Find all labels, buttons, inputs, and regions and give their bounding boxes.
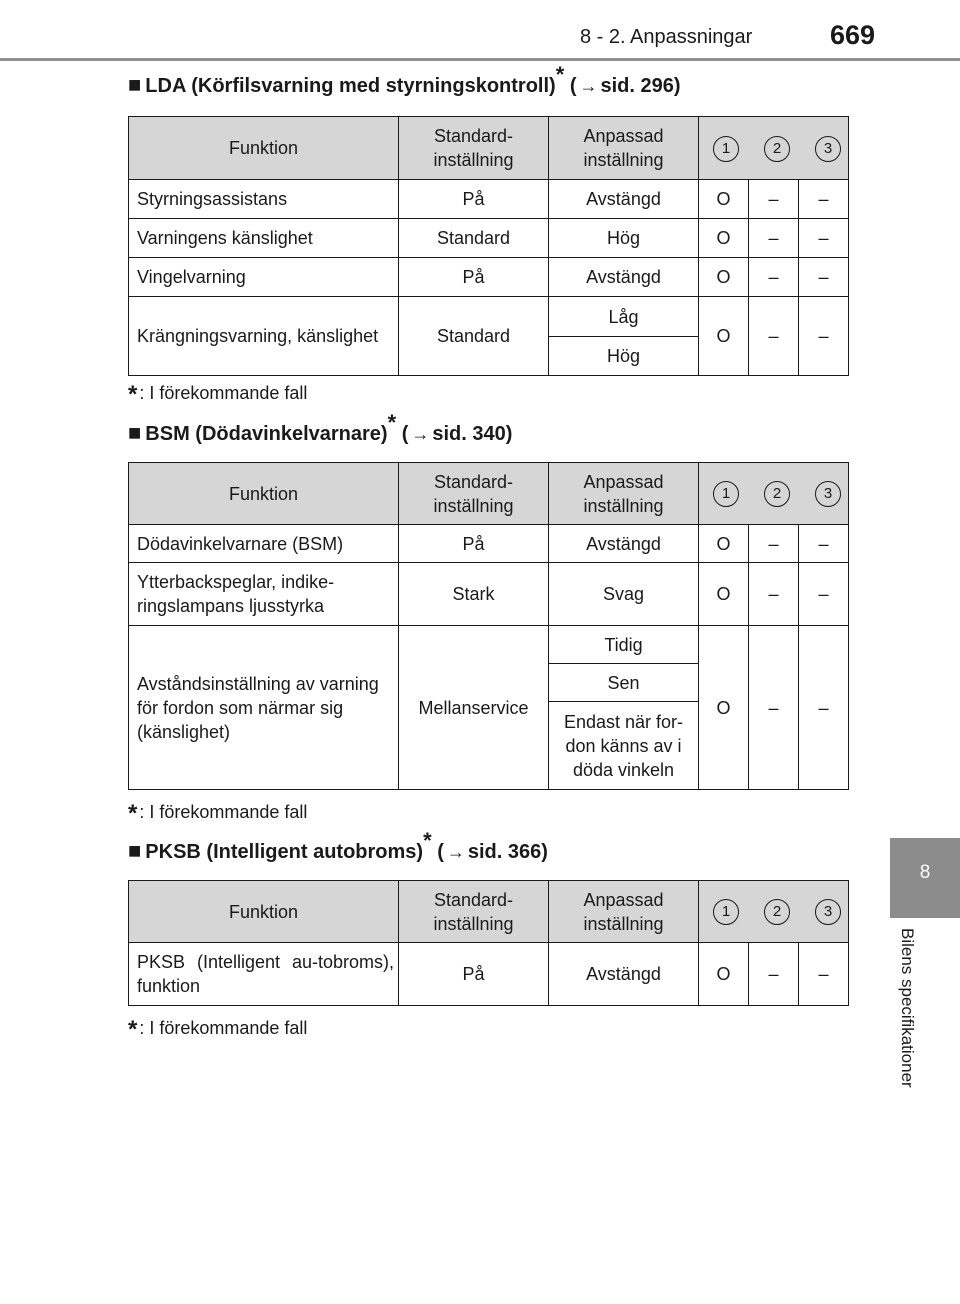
cell-c3: – — [799, 943, 849, 1006]
cell-custom: Svag — [549, 563, 699, 626]
cell-c1: O — [699, 258, 749, 297]
cell-custom-option: Sen — [549, 664, 699, 702]
cell-custom-option: Hög — [549, 337, 699, 376]
cell-default: Standard — [399, 219, 549, 258]
table-row — [129, 525, 849, 563]
cell-custom: Avstängd — [549, 525, 699, 563]
cell-default: Standard — [399, 297, 549, 376]
table-header-row — [129, 463, 849, 525]
footnote: * : I förekommande fall — [128, 800, 308, 827]
arrow-right-icon: → — [411, 424, 430, 444]
column-header-numbers — [699, 463, 849, 525]
footnote: * : I förekommande fall — [128, 1016, 308, 1043]
circled-number-icon: 2 — [764, 481, 790, 507]
cell-c1: O — [699, 525, 749, 563]
column-header: Anpassad inställning — [549, 463, 699, 525]
cell-c3: – — [799, 219, 849, 258]
circled-number-icon: 1 — [713, 136, 739, 162]
column-header: Funktion — [129, 117, 399, 180]
cell-c2: – — [749, 563, 799, 626]
cell-c1: O — [699, 563, 749, 626]
circled-number-icon: 3 — [815, 899, 841, 925]
heading-text: BSM (Dödavinkelvarnare) — [145, 423, 388, 445]
cell-c2: – — [749, 180, 799, 219]
cell-function: Avståndsinställning av varning för fordon som närmar sig (känslighet) — [129, 626, 399, 790]
circled-number-icon: 2 — [764, 136, 790, 162]
chapter-number: 8 — [919, 862, 931, 883]
circled-number-icon: 2 — [764, 899, 790, 925]
cell-function: Ytterbackspeglar, indike-ringslampans ljusstyrka — [129, 563, 399, 626]
lda-table — [128, 116, 849, 376]
table-row — [129, 258, 849, 297]
cell-c1: O — [699, 943, 749, 1006]
cell-c3: – — [799, 258, 849, 297]
footnote: * : I förekommande fall — [128, 381, 308, 408]
cell-default: Mellanservice — [399, 626, 549, 790]
chapter-tab — [890, 838, 960, 918]
cell-custom: Avstängd — [549, 943, 699, 1006]
page-reference: sid. 366 — [467, 841, 542, 863]
cell-custom-option: Låg — [549, 297, 699, 337]
cell-function: Varningens känslighet — [129, 219, 399, 258]
footnote-text: : I förekommande fall — [139, 1018, 308, 1038]
section-heading-bsm: ■ BSM (Dödavinkelvarnare)* ( → sid. 340) — [128, 410, 513, 445]
bsm-table — [128, 462, 849, 790]
column-header: Anpassad inställning — [549, 881, 699, 943]
cell-function: Krängningsvarning, känslighet — [129, 297, 399, 376]
column-header-numbers — [699, 881, 849, 943]
cell-c2: – — [749, 525, 799, 563]
cell-c3: – — [799, 180, 849, 219]
cell-default: Stark — [399, 563, 549, 626]
cell-default: På — [399, 258, 549, 297]
footnote-text: : I förekommande fall — [139, 802, 308, 822]
table-header-row — [129, 117, 849, 180]
footnote-text: : I förekommande fall — [139, 383, 308, 403]
cell-default: På — [399, 525, 549, 563]
header-rule — [0, 58, 960, 61]
cell-c1: O — [699, 219, 749, 258]
pksb-table — [128, 880, 849, 1006]
circled-number-icon: 1 — [713, 481, 739, 507]
column-header: Standard-inställning — [399, 117, 549, 180]
cell-c2: – — [749, 626, 799, 790]
arrow-right-icon: → — [446, 842, 465, 862]
cell-c3: – — [799, 297, 849, 376]
cell-c3: – — [799, 563, 849, 626]
cell-function: Dödavinkelvarnare (BSM) — [129, 525, 399, 563]
section-heading-pksb: ■ PKSB (Intelligent autobroms)* ( → sid. 366) — [128, 828, 548, 863]
cell-c1: O — [699, 180, 749, 219]
circled-number-icon: 1 — [713, 899, 739, 925]
cell-c2: – — [749, 258, 799, 297]
cell-c2: – — [749, 219, 799, 258]
column-header-numbers — [699, 117, 849, 180]
cell-default: På — [399, 943, 549, 1006]
table-row — [129, 563, 849, 626]
cell-custom: Hög — [549, 219, 699, 258]
cell-custom-option: Tidig — [549, 626, 699, 664]
page-reference: sid. 296 — [600, 75, 674, 97]
cell-c2: – — [749, 943, 799, 1006]
heading-text: PKSB (Intelligent autobroms) — [145, 841, 424, 863]
cell-function: Styrningsassistans — [129, 180, 399, 219]
column-header: Funktion — [129, 463, 399, 525]
table-row — [129, 943, 849, 1006]
circled-number-icon: 3 — [815, 136, 841, 162]
cell-c3: – — [799, 626, 849, 790]
page-reference: sid. 340 — [432, 423, 506, 445]
cell-custom: Avstängd — [549, 258, 699, 297]
cell-custom-option: Endast när for-don känns av i döda vinkeln — [549, 702, 699, 790]
cell-function: Vingelvarning — [129, 258, 399, 297]
page-number: 669 — [830, 20, 876, 50]
table-header-row — [129, 881, 849, 943]
cell-c1: O — [699, 626, 749, 790]
column-header: Funktion — [129, 881, 399, 943]
section-heading-lda: ■ LDA (Körfilsvarning med styrningskontroll)* ( → sid. 296) — [128, 62, 681, 97]
cell-c2: – — [749, 297, 799, 376]
cell-c3: – — [799, 525, 849, 563]
column-header: Standard-inställning — [399, 463, 549, 525]
table-row — [129, 626, 849, 664]
section-title: 8 - 2. Anpassningar — [580, 26, 753, 48]
cell-custom: Avstängd — [549, 180, 699, 219]
column-header: Anpassad inställning — [549, 117, 699, 180]
cell-c1: O — [699, 297, 749, 376]
chapter-label: Bilens specifikationer — [898, 928, 917, 1088]
column-header: Standard-inställning — [399, 881, 549, 943]
arrow-right-icon: → — [579, 76, 598, 96]
cell-default: På — [399, 180, 549, 219]
circled-number-icon: 3 — [815, 481, 841, 507]
table-row — [129, 180, 849, 219]
heading-text: LDA (Körfilsvarning med styrningskontroll) — [145, 75, 556, 97]
cell-function: PKSB (Intelligent au-tobroms), funktion — [129, 943, 399, 1006]
table-row — [129, 297, 849, 337]
table-row — [129, 219, 849, 258]
